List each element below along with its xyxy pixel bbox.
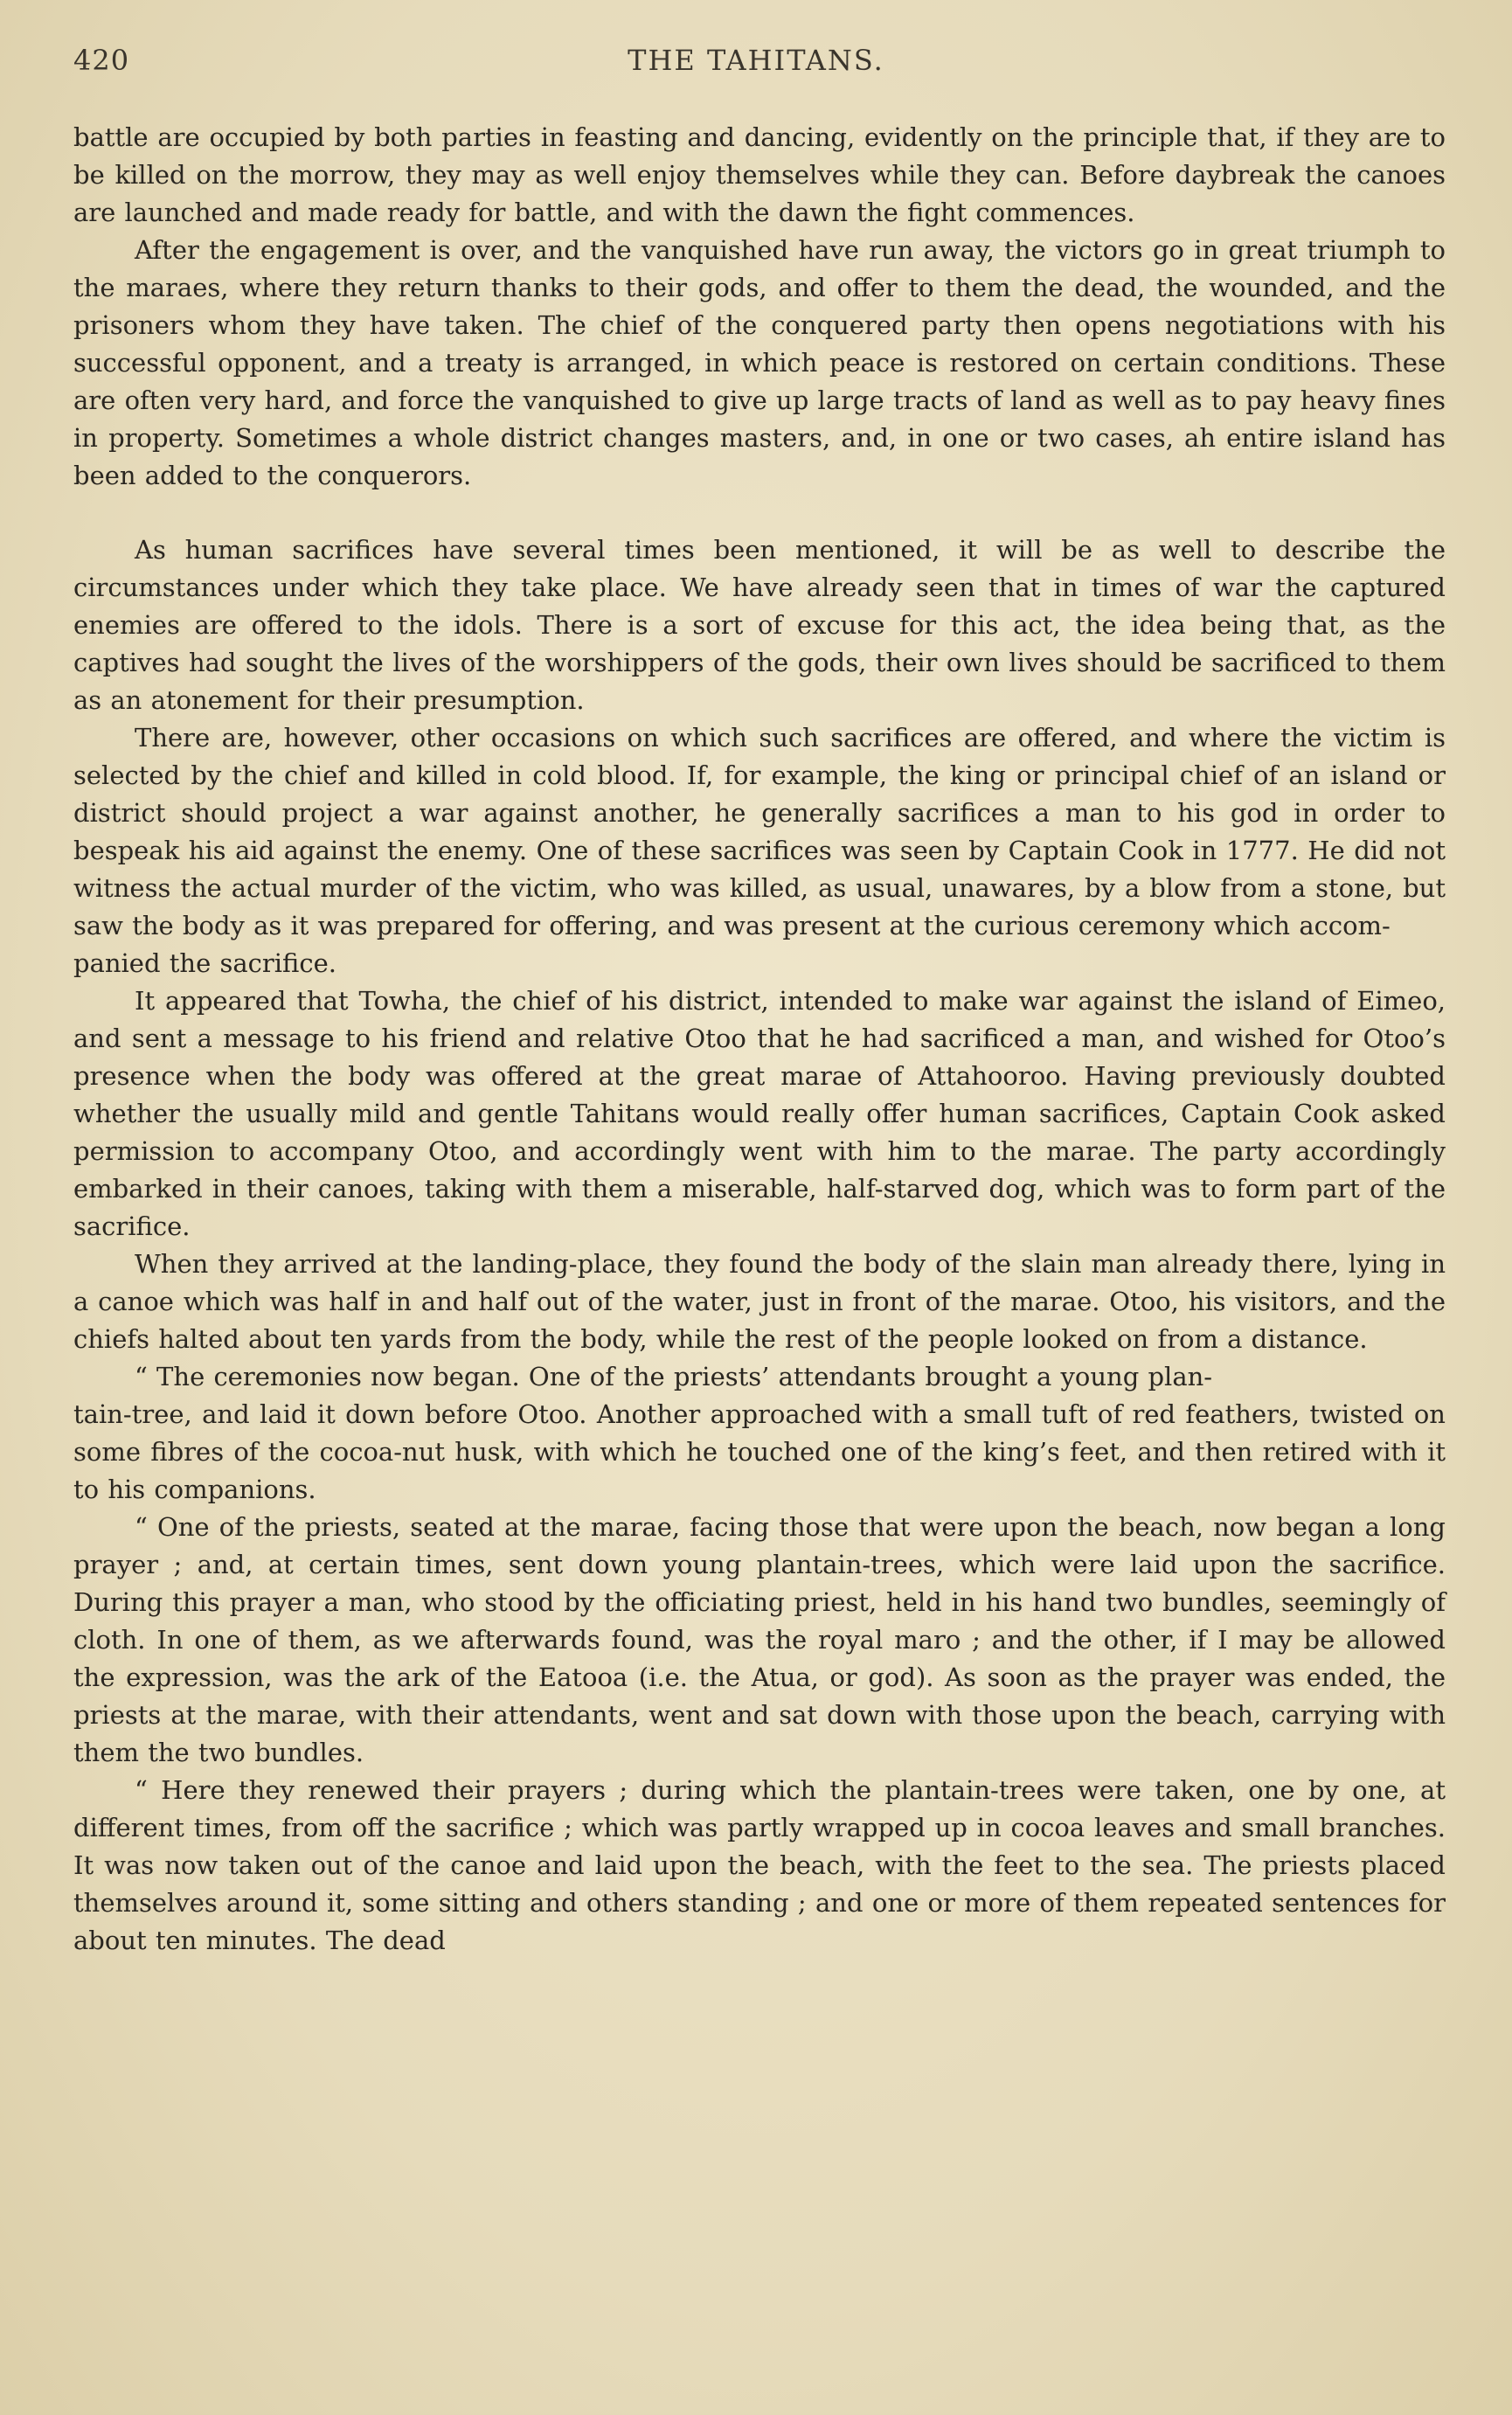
paragraph: After the engagement is over, and the vanquished have run away, the victors go in great triumph to the maraes, where they return thanks to their gods, and offer to them the dead, the wounded, and the prisoners whom they have taken. The chief of the conquered party then opens negotiations with his successful opponent, and a treaty is arranged, in which peace is restored on certain conditions. These are often very hard, and force the vanquished to give up large tracts of land as well as to pay heavy fines in property. Sometimes a whole district changes masters, and, in one or two cases, ah entire island has been added to the conquerors. bbox=[73, 235, 1446, 490]
paragraph: battle are occupied by both parties in feasting and dancing, evidently on the principle that, if they are to be killed on the morrow, they may as well enjoy themselves while they can. Before daybreak the canoes are launched and made ready for battle, and with the dawn the fight commences. bbox=[73, 122, 1446, 227]
paragraph: When they arrived at the landing-place, they found the body of the slain man already there, lying in a canoe which was half in and half out of the water, just in front of the marae. Otoo, his visitors, and the chiefs halted about ten yards from the body, while the rest of the people looked on from a distance. bbox=[73, 1249, 1446, 1354]
page-number: 420 bbox=[73, 44, 130, 77]
running-title: THE TAHITANS. bbox=[628, 44, 884, 77]
paragraph: “ One of the priests, seated at the marae, facing those that were upon the beach, now began a long prayer ; and, at certain times, sent down young plantain-trees, which were laid upon the sacrifice. During this prayer a man, who stood by the officiating priest, held in his hand two bundles, seemingly of cloth. In one of them, as we afterwards found, was the royal maro ; and the other, if I may be allowed the expression, was the ark of the Eatooa (i.e. the Atua, or god). As soon as the prayer was ended, the priests at the marae, with their attendants, went and sat down with those upon the beach, carrying with them the two bundles. bbox=[73, 1512, 1446, 1767]
running-head bbox=[73, 44, 1439, 87]
paragraph: There are, however, other occasions on which such sacrifices are offered, and where the victim is selected by the chief and killed in cold blood. If, for example, the king or principal chief of an island or district should project a war against another, he generally sacrifices a man to his god in order to bespeak his aid against the enemy. One of these sacrifices was seen by Captain Cook in 1777. He did not witness the actual murder of the victim, who was killed, as usual, unawares, by a blow from a stone, but saw the body as it was prepared for offering, and was present at the curious ceremony which accom- panied the sacrifice. bbox=[73, 723, 1446, 978]
paragraph: “ Here they renewed their prayers ; during which the plantain-trees were taken, one by one, at different times, from off the sacrifice ; which was partly wrapped up in cocoa leaves and small branches. It was now taken out of the canoe and laid upon the beach, with the feet to the sea. The priests placed themselves around it, some sitting and others standing ; and one or more of them repeated sentences for about ten minutes. The dead bbox=[73, 1775, 1446, 1955]
paragraph: “ The ceremonies now began. One of the priests’ attendants brought a young plan- tain-tree, and laid it down before Otoo. Another approached with a small tuft of red feathers, twisted on some fibres of the cocoa-nut husk, with which he touched one of the king’s feet, and then retired with it to his companions. bbox=[73, 1362, 1446, 1504]
body-text bbox=[73, 119, 1446, 1960]
paragraph: As human sacrifices have several times been mentioned, it will be as well to describe the circumstances under which they take place. We have already seen that in times of war the captured enemies are offered to the idols. There is a sort of excuse for this act, the idea being that, as the captives had sought the lives of the worshippers of the gods, their own lives should be sacrificed to them as an atonement for their presumption. bbox=[73, 535, 1446, 715]
paragraph: It appeared that Towha, the chief of his district, intended to make war against the island of Eimeo, and sent a message to his friend and relative Otoo that he had sacrificed a man, and wished for Otoo’s presence when the body was offered at the great marae of Attahooroo. Having previously doubted whether the usually mild and gentle Tahitans would really offer human sacrifices, Captain Cook asked permission to accompany Otoo, and accordingly went with him to the marae. The party accordingly embarked in their canoes, taking with them a miserable, half-starved dog, which was to form part of the sacrifice. bbox=[73, 986, 1446, 1241]
